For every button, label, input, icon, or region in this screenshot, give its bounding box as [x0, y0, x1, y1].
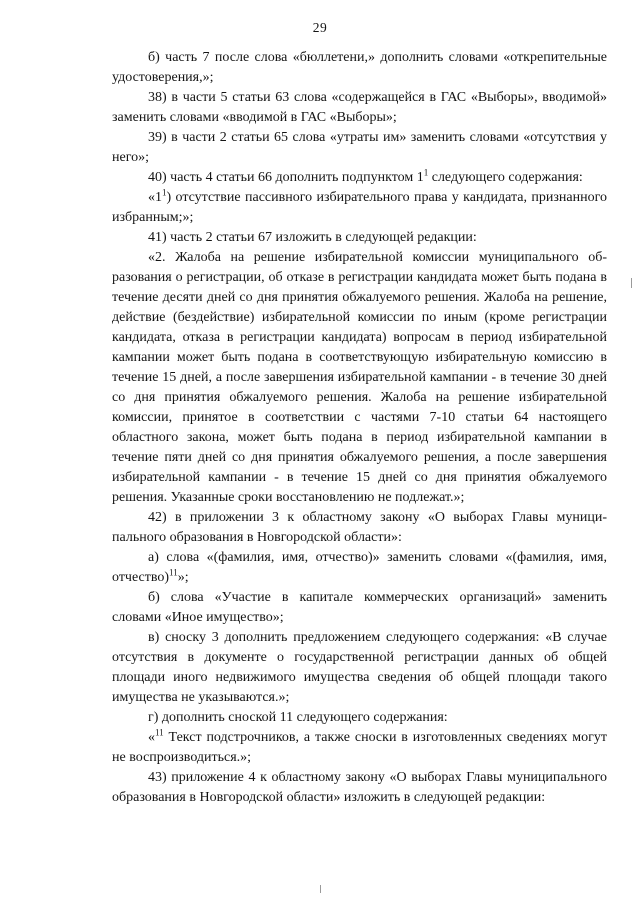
text-segment: 38) в части 5 статьи 63 слова «содержащейся в ГАС «Выборы», вводимой» заменить словами «вводимой в ГАС «Выборы»; — [112, 90, 607, 125]
paragraph-p-42-v — [112, 628, 607, 708]
scan-margin-mark — [631, 278, 632, 288]
text-segment: а) слова «(фамилия, имя, отчество)» заменить словами «(фамилия, имя, отчество) — [112, 550, 607, 585]
paragraph-p-38 — [112, 88, 607, 128]
text-segment: 39) в части 2 статьи 65 слова «утраты им» заменить словами «отсутствия у него»; — [112, 130, 607, 165]
footnote-superscript: 1 — [162, 187, 167, 198]
paragraph-p-41-text — [112, 248, 607, 508]
text-segment: б) слова «Участие в капитале коммерческих организаций» заменить словами «Иное имущество»; — [112, 590, 607, 625]
text-segment: 41) часть 2 статьи 67 изложить в следующей редакции: — [148, 230, 477, 245]
paragraph-p-42-g — [112, 708, 607, 728]
text-segment: «1 — [148, 190, 162, 205]
paragraph-p-42-a — [112, 548, 607, 588]
footnote-superscript: 11 — [169, 567, 178, 578]
paragraph-p-39 — [112, 128, 607, 168]
text-segment: 42) в приложении 3 к областному закону «О выборах Главы муниципального образования в Новгородской области»: — [112, 510, 607, 545]
paragraph-p-b-part7 — [112, 48, 607, 88]
document-body — [112, 48, 607, 808]
text-segment: Текст подстрочников, а также сноски в изготовленных сведениях могут не воспроизводиться.»; — [112, 730, 607, 765]
text-segment: б) часть 7 после слова «бюллетени,» дополнить словами «открепительные удостоверения,»; — [112, 50, 607, 85]
text-segment: в) сноску 3 дополнить предложением следующего содержания: «В случае отсутствия в документе о государственной регистрации данных об общей площади иного недвижимого имущества сведения об общей площади такого имущества не указываются.»; — [112, 630, 607, 705]
paragraph-p-42-b — [112, 588, 607, 628]
text-segment: 43) приложение 4 к областному закону «О выборах Главы муниципального образования в Новгородской области» изложить в следующей редакции: — [112, 770, 607, 805]
page-number: 29 — [312, 20, 328, 35]
paragraph-p-40 — [112, 168, 607, 188]
scan-bottom-mark — [320, 885, 321, 893]
text-segment: г) дополнить сноской 11 следующего содержания: — [148, 710, 448, 725]
paragraph-p-42-g-text — [112, 728, 607, 768]
text-segment: « — [148, 730, 155, 745]
paragraph-p-40-sub — [112, 188, 607, 228]
paragraph-p-42 — [112, 508, 607, 548]
paragraph-p-43 — [112, 768, 607, 808]
text-segment: «2. Жалоба на решение избирательной комиссии муниципального образования о регистрации, об отказе в регистрации кандидата может быть подана в течение десяти дней со дня принятия обжалуемого решения. Жалоба на решение, действие (бездействие) избирательной комиссии по иным (кроме регистрации кандидата, отказа в регистрации кандидата) вопросам в период избирательной кампании может быть подана в соответствующую избирательную комиссию в течение 15 дней, а после завершения избирательной кампании - в течение 30 дней со дня принятия обжалуемого решения. Жалоба на решение избирательной комиссии, принятое в соответствии с частями 7-10 статьи 64 настоящего областного закона, может быть подана в период избирательной кампании в течение пяти дней со дня принятия обжалуемого решения, а после завершения избирательной кампании - в течение 15 дней со дня принятия обжалуемого решения. Указанные сроки восстановлению не подлежат.»; — [112, 250, 607, 505]
text-segment: »; — [177, 570, 189, 585]
footnote-superscript: 1 — [423, 167, 429, 178]
text-segment: ) отсутствие пассивного избирательного права у кандидата, признанного избранным;»; — [112, 190, 607, 225]
text-segment: следующего содержания: — [428, 170, 583, 185]
text-segment: 40) часть 4 статьи 66 дополнить подпунктом 1 — [148, 170, 424, 185]
footnote-superscript: 11 — [155, 727, 164, 738]
paragraph-p-41 — [112, 228, 607, 248]
